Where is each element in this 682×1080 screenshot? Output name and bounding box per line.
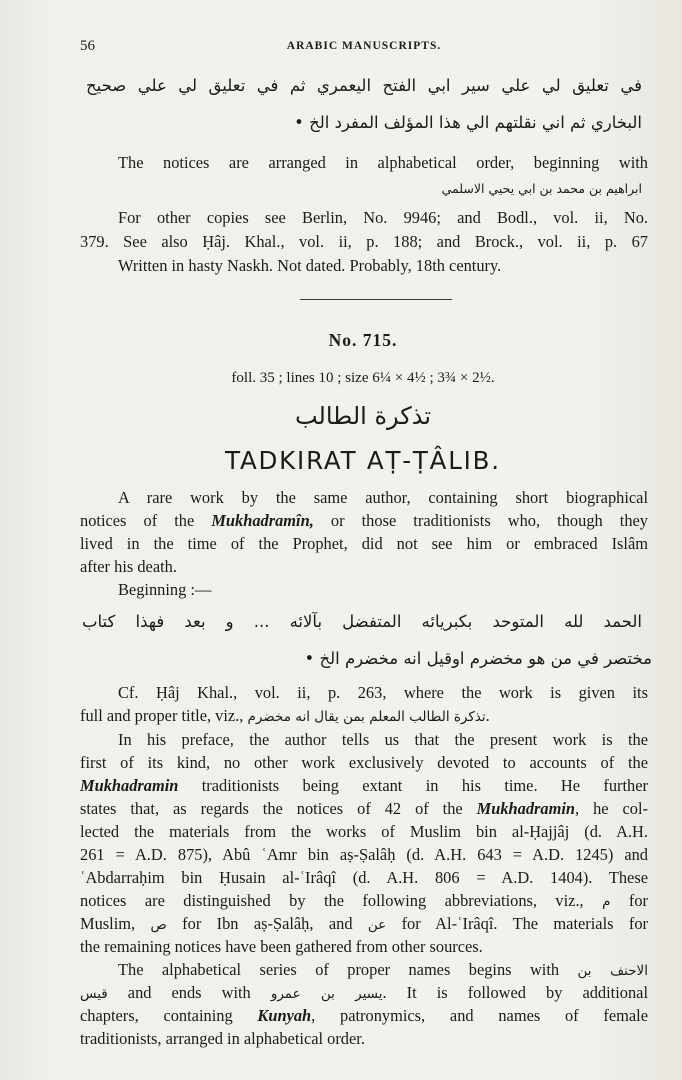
body-text-line: Cf. Ḥâj Khal., vol. ii, p. 263, where the work is given its xyxy=(118,683,648,702)
body-text-line: Muslim, ص for Ibn aṣ-Ṣalâḥ, and عن for Al-ʿIrâqî. The materials for xyxy=(80,914,648,933)
body-text-line: full and proper title, viz., تذكرة الطالب المعلم بمن يقال انه مخضرم. xyxy=(80,706,490,725)
body-text-line: Written in hasty Naskh. Not dated. Probably, 18th century. xyxy=(118,256,502,275)
title-arabic: تذكرة الطالب xyxy=(294,402,431,430)
arabic-inline-title: تذكرة الطالب المعلم بمن يقال انه مخضرم xyxy=(247,709,486,725)
body-text-line: chapters, containing Kunyah, patronymics, and names of female xyxy=(80,1006,648,1025)
body-text-line: notices are distinguished by the following abbreviations, viz., م for xyxy=(80,891,648,910)
arabic-text-line: البخاري ثم اني نقلتهم الي هذا المؤلف المفرد الخ • xyxy=(294,113,642,132)
page-number: 56 xyxy=(80,38,95,54)
arabic-name: الاحنف بن xyxy=(577,963,648,979)
body-text-line: 261 = A.D. 875), Abû ʿAmr bin aṣ-Ṣalâḥ (d. A.H. 643 = A.D. 1245) and xyxy=(80,845,648,864)
collation-line: foll. 35 ; lines 10 ; size 6¼ × 4½ ; 3¾ × 2½. xyxy=(231,370,495,386)
beginning-label: Beginning :— xyxy=(118,580,212,599)
body-text-line: For other copies see Berlin, No. 9946; and Bodl., vol. ii, No. xyxy=(118,208,648,227)
body-text-line: 379. See also Ḥâj. Khal., vol. ii, p. 188; and Brock., vol. ii, p. 67 xyxy=(80,232,648,251)
body-text-line: lected the materials from the works of Muslim bin al-Ḥajjâj (d. A.H. xyxy=(80,822,648,841)
body-text-line: Mukhadramin traditionists being extant in his time. He further xyxy=(80,776,648,795)
body-text-line: the remaining notices have been gathered from other sources. xyxy=(80,937,483,956)
running-head: ARABIC MANUSCRIPTS. xyxy=(286,40,442,52)
arabic-incipit-line: مختصر في من هو مخضرم اوقيل انه مخضرم الخ • xyxy=(304,649,652,668)
body-text-line: notices of the Mukhadramîn, or those traditionists who, though they xyxy=(80,511,648,530)
entry-number: No. 715. xyxy=(328,330,398,350)
title-transliterated: TADKIRAT AṬ-ṬÂLIB. xyxy=(225,446,501,475)
body-text-line: lived in the time of the Prophet, did not see him or embraced Islâm xyxy=(80,534,648,553)
body-text-line: The alphabetical series of proper names begins with الاحنف بن xyxy=(118,960,648,979)
page-header xyxy=(80,38,648,58)
arabic-incipit-line: الحمد لله المتوحد بكبريائه المتفضل بآلائه ... و بعد فهذا كتاب xyxy=(82,612,642,631)
italic-term: Kunyah xyxy=(257,1006,312,1025)
body-text-line: ʿAbdarraḥim bin Ḥusain al-ʿIrâqî (d. A.H. 806 = A.D. 1404). These xyxy=(80,868,648,887)
body-text-line: after his death. xyxy=(80,557,177,576)
section-divider xyxy=(300,299,452,300)
abbreviation-muslim: م xyxy=(602,894,611,910)
body-text-line: first of its kind, no other work exclusively devoted to accounts of the xyxy=(80,753,648,772)
arabic-name: يسير بن عمرو xyxy=(270,986,383,1002)
body-text-line: states that, as regards the notices of 42 of the Mukhadramin, he col- xyxy=(80,799,648,818)
arabic-name: قيس xyxy=(80,986,108,1002)
italic-term: Mukhadramîn, xyxy=(211,511,314,530)
body-text-line: The notices are arranged in alphabetical order, beginning with xyxy=(118,153,648,172)
abbreviation-ibn-salah: ص xyxy=(150,917,167,933)
body-text-line: قيس and ends with يسير بن عمرو. It is followed by additional xyxy=(80,983,648,1002)
abbreviation-iraqi: عن xyxy=(367,917,387,933)
body-text-line: A rare work by the same author, containing short biographical xyxy=(118,488,648,507)
body-text-line: traditionists, arranged in alphabetical order. xyxy=(80,1029,365,1048)
arabic-name: ابراهيم بن محمد بن ابي يحيي الاسلمي xyxy=(441,181,642,196)
body-text-line: In his preface, the author tells us that the present work is the xyxy=(118,730,648,749)
arabic-text-line: في تعليق لي علي سير ابي الفتح اليعمري ثم في تعليق لي علي صحيح xyxy=(86,76,642,95)
